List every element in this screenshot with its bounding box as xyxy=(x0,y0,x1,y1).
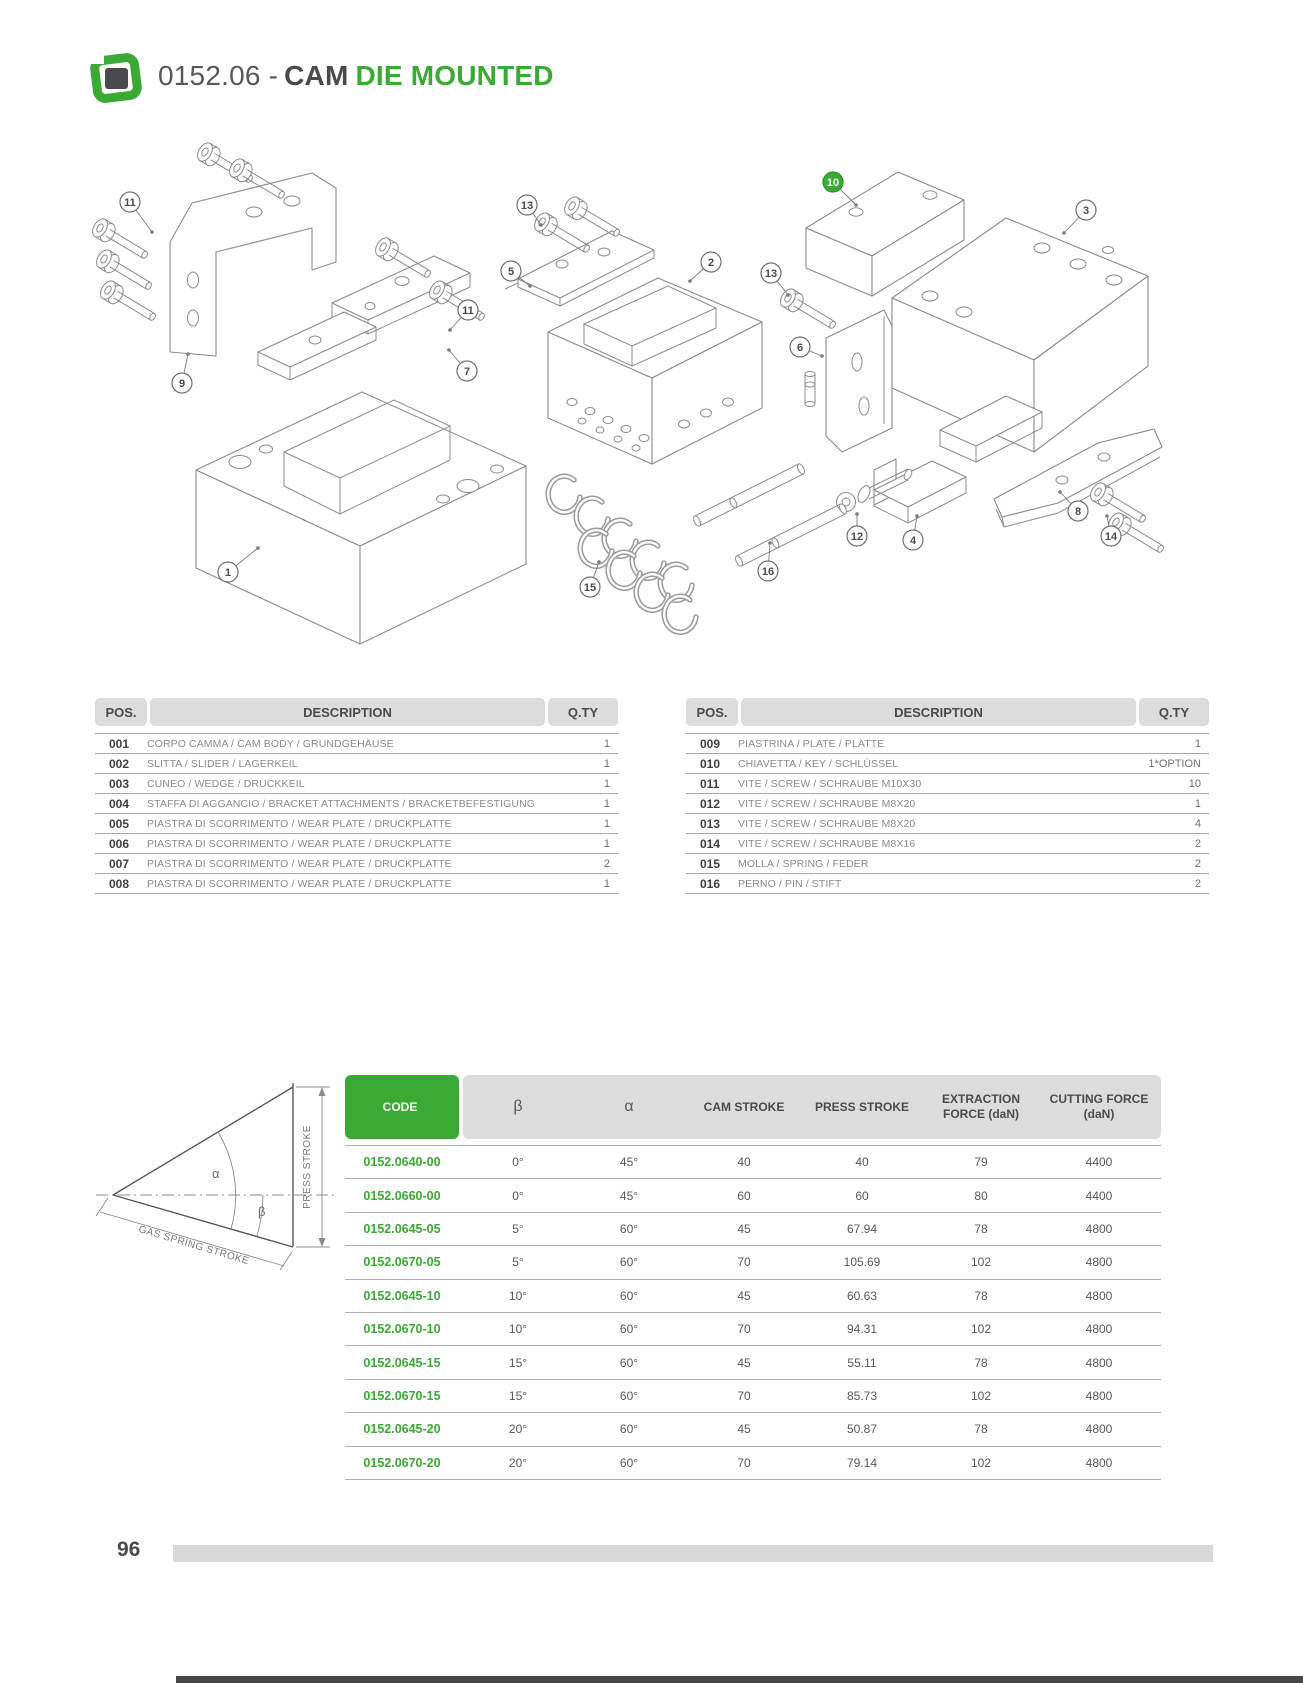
part-qty: 1 xyxy=(1194,737,1201,750)
spec-value: 60 xyxy=(855,1188,869,1203)
spec-value: 60° xyxy=(619,1322,639,1337)
parts-table-left xyxy=(95,698,618,894)
column-header-qty: Q.TY xyxy=(548,698,618,726)
part-description: PIASTRA DI SCORRIMENTO / WEAR PLATE / DRUCKPLATTE xyxy=(147,837,452,850)
spec-value: 4800 xyxy=(1085,1322,1113,1337)
parts-row xyxy=(686,774,1209,794)
title-cam: CAM xyxy=(284,60,349,91)
specs-row xyxy=(345,1447,1161,1480)
product-code: 0152.0645-20 xyxy=(363,1422,441,1437)
parts-table-header xyxy=(686,698,1209,726)
callout-label: 5 xyxy=(507,265,515,278)
spec-value: 20° xyxy=(508,1422,528,1437)
callout-label: 3 xyxy=(1082,204,1090,217)
spec-value: 5° xyxy=(512,1255,524,1270)
specs-row xyxy=(345,1179,1161,1212)
parts-row xyxy=(95,874,618,894)
specs-column-header: CODE xyxy=(382,1099,418,1114)
footer-bar xyxy=(173,1545,1213,1562)
callout-label: 6 xyxy=(796,341,804,354)
specs-column-header: CUTTING FORCE (daN) xyxy=(1049,1092,1149,1121)
column-header-description: DESCRIPTION xyxy=(150,698,545,726)
part-qty: 1 xyxy=(603,777,610,790)
part-description: CHIAVETTA / KEY / SCHLÜSSEL xyxy=(738,757,899,770)
spec-value: 45 xyxy=(737,1355,751,1370)
spec-value: 78 xyxy=(974,1288,988,1303)
part-pos: 010 xyxy=(700,756,721,771)
parts-row xyxy=(95,794,618,814)
parts-row xyxy=(95,754,618,774)
spec-value: 4800 xyxy=(1085,1221,1113,1236)
beta-angle-label: β xyxy=(258,1204,266,1219)
page-bottom-edge xyxy=(176,1676,1303,1683)
spec-value: 60° xyxy=(619,1221,639,1236)
part-qty: 10 xyxy=(1188,777,1201,790)
callout-label: 13 xyxy=(520,199,534,212)
callout-label: 14 xyxy=(1104,530,1118,543)
specs-column-header: EXTRACTION FORCE (daN) xyxy=(942,1092,1020,1121)
specs-row xyxy=(345,1346,1161,1379)
parts-row xyxy=(686,794,1209,814)
callout-label: 7 xyxy=(463,365,471,378)
product-code: 0152.0660-00 xyxy=(363,1188,441,1203)
part-pos: 006 xyxy=(109,836,130,851)
part-description: SLITTA / SLIDER / LAGERKEIL xyxy=(147,757,298,770)
parts-row xyxy=(686,854,1209,874)
parts-row xyxy=(95,854,618,874)
spec-value: 70 xyxy=(737,1322,751,1337)
column-header-description: DESCRIPTION xyxy=(741,698,1136,726)
angle-diagram xyxy=(96,1083,334,1270)
column-header-qty: Q.TY xyxy=(1139,698,1209,726)
part-description: PERNO / PIN / STIFT xyxy=(738,877,842,890)
gas-spring-stroke-label: GAS SPRING STROKE xyxy=(137,1224,251,1268)
product-code: 0152.0670-10 xyxy=(363,1322,441,1337)
page-code: 0152.06 - xyxy=(158,60,279,91)
column-header-pos: POS. xyxy=(95,698,147,726)
parts-row xyxy=(95,814,618,834)
spec-value: 40 xyxy=(855,1155,869,1170)
product-code: 0152.0670-20 xyxy=(363,1455,441,1470)
part-qty: 1*OPTION xyxy=(1148,757,1201,770)
spec-value: 4800 xyxy=(1085,1455,1113,1470)
part-description: CUNEO / WEDGE / DRUCKKEIL xyxy=(147,777,305,790)
spec-value: 80 xyxy=(974,1188,988,1203)
spec-value: 60° xyxy=(619,1388,639,1403)
part-qty: 1 xyxy=(603,877,610,890)
exploded-parts-art xyxy=(170,172,1162,644)
specs-row xyxy=(345,1313,1161,1346)
part-pos: 016 xyxy=(700,876,721,891)
callout-label: 16 xyxy=(761,565,775,578)
callout-label: 4 xyxy=(909,534,917,547)
spec-value: 15° xyxy=(508,1355,528,1370)
spec-value: 79 xyxy=(974,1155,988,1170)
part-qty: 2 xyxy=(1194,837,1201,850)
spec-value: 105.69 xyxy=(843,1255,881,1270)
spec-value: 67.94 xyxy=(846,1221,878,1236)
part-pos: 002 xyxy=(109,756,130,771)
alpha-angle-label: α xyxy=(212,1166,220,1181)
specs-column-headers xyxy=(463,1075,1161,1139)
part-pos: 011 xyxy=(700,776,720,791)
specs-column-header: α xyxy=(624,1098,634,1115)
spec-value: 45 xyxy=(737,1422,751,1437)
spec-value: 0° xyxy=(512,1155,524,1170)
brand-logo-icon xyxy=(88,48,144,104)
column-header-pos: POS. xyxy=(686,698,738,726)
callout-label: 15 xyxy=(583,581,597,594)
callout-label: 2 xyxy=(707,256,715,269)
part-pos: 013 xyxy=(700,816,721,831)
spec-value: 78 xyxy=(974,1355,988,1370)
specs-table-header xyxy=(345,1075,1161,1139)
spec-value: 15° xyxy=(508,1388,528,1403)
spec-value: 70 xyxy=(737,1388,751,1403)
parts-table-right xyxy=(686,698,1209,894)
spec-value: 60.63 xyxy=(846,1288,878,1303)
part-description: VITE / SCREW / SCHRAUBE M8X20 xyxy=(738,817,916,830)
parts-row xyxy=(686,734,1209,754)
product-code: 0152.0670-05 xyxy=(363,1255,441,1270)
part-description: PIASTRINA / PLATE / PLATTE xyxy=(738,737,885,750)
spec-value: 4800 xyxy=(1085,1255,1113,1270)
part-description: VITE / SCREW / SCHRAUBE M8X20 xyxy=(738,797,916,810)
spec-value: 4800 xyxy=(1085,1355,1113,1370)
press-stroke-label: PRESS STROKE xyxy=(302,1125,313,1209)
spec-value: 4800 xyxy=(1085,1288,1113,1303)
spec-value: 45° xyxy=(619,1155,639,1170)
spec-value: 78 xyxy=(974,1221,988,1236)
spec-value: 50.87 xyxy=(846,1422,878,1437)
part-pos: 007 xyxy=(109,856,130,871)
part-pos: 004 xyxy=(109,796,130,811)
spec-value: 78 xyxy=(974,1422,988,1437)
part-pos: 005 xyxy=(109,816,130,831)
part-description: VITE / SCREW / SCHRAUBE M8X16 xyxy=(738,837,916,850)
spec-value: 45 xyxy=(737,1221,751,1236)
specs-row xyxy=(345,1213,1161,1246)
parts-table-header xyxy=(95,698,618,726)
parts-row xyxy=(686,874,1209,894)
parts-row xyxy=(95,834,618,854)
product-code: 0152.0645-10 xyxy=(363,1288,441,1303)
parts-table-body xyxy=(686,733,1209,894)
spec-value: 60° xyxy=(619,1455,639,1470)
callout-label: 12 xyxy=(850,530,864,543)
parts-row xyxy=(95,774,618,794)
part-qty: 1 xyxy=(603,737,610,750)
spec-value: 10° xyxy=(508,1322,528,1337)
callout-label: 1 xyxy=(224,566,232,579)
spec-value: 79.14 xyxy=(846,1455,878,1470)
parts-lists xyxy=(95,698,1209,894)
spec-value: 60° xyxy=(619,1288,639,1303)
part-qty: 1 xyxy=(603,817,610,830)
part-pos: 008 xyxy=(109,876,130,891)
part-qty: 2 xyxy=(1194,857,1201,870)
part-pos: 001 xyxy=(109,736,130,751)
part-description: VITE / SCREW / SCHRAUBE M10X30 xyxy=(738,777,922,790)
spec-value: 94.31 xyxy=(846,1322,878,1337)
code-column-header xyxy=(345,1075,459,1139)
specs-row xyxy=(345,1413,1161,1446)
parts-row xyxy=(686,834,1209,854)
part-qty: 2 xyxy=(603,857,610,870)
part-pos: 009 xyxy=(700,736,721,751)
spec-value: 10° xyxy=(508,1288,528,1303)
spec-value: 60° xyxy=(619,1422,639,1437)
parts-row xyxy=(686,754,1209,774)
callout-label: 8 xyxy=(1074,505,1082,518)
specs-column-header: CAM STROKE xyxy=(703,1099,785,1114)
parts-row xyxy=(95,734,618,754)
part-pos: 012 xyxy=(700,796,721,811)
page-number: 96 xyxy=(117,1538,141,1561)
specs-row xyxy=(345,1380,1161,1413)
part-qty: 1 xyxy=(603,797,610,810)
callout-label: 11 xyxy=(124,196,136,209)
spec-value: 102 xyxy=(970,1255,992,1270)
spec-value: 0° xyxy=(512,1188,524,1203)
specs-row xyxy=(345,1280,1161,1313)
part-qty: 1 xyxy=(603,837,610,850)
callout-label: 10 xyxy=(826,176,840,189)
specs-table xyxy=(345,1075,1161,1480)
specs-column-header: PRESS STROKE xyxy=(814,1099,910,1114)
spec-value: 40 xyxy=(737,1155,751,1170)
callout-label: 9 xyxy=(178,377,186,390)
spec-value: 60° xyxy=(619,1355,639,1370)
part-description: PIASTRA DI SCORRIMENTO / WEAR PLATE / DRUCKPLATTE xyxy=(147,877,452,890)
part-description: STAFFA DI AGGANCIO / BRACKET ATTACHMENTS / BRACKETBEFESTIGUNG xyxy=(147,797,536,810)
spec-value: 102 xyxy=(970,1322,992,1337)
part-pos: 014 xyxy=(700,836,721,851)
page-title xyxy=(158,60,554,92)
spec-value: 4800 xyxy=(1085,1388,1113,1403)
spec-value: 60° xyxy=(619,1255,639,1270)
product-code: 0152.0670-15 xyxy=(363,1388,441,1403)
title-die-mounted: DIE MOUNTED xyxy=(355,60,554,91)
parts-table-body xyxy=(95,733,618,894)
part-description: PIASTRA DI SCORRIMENTO / WEAR PLATE / DRUCKPLATTE xyxy=(147,817,452,830)
spec-value: 60 xyxy=(737,1188,751,1203)
specs-table-body xyxy=(345,1145,1161,1480)
part-description: PIASTRA DI SCORRIMENTO / WEAR PLATE / DRUCKPLATTE xyxy=(147,857,452,870)
part-qty: 1 xyxy=(1194,797,1201,810)
page-header xyxy=(88,48,554,104)
product-code: 0152.0640-00 xyxy=(363,1155,441,1170)
part-qty: 4 xyxy=(1194,817,1201,830)
spec-value: 70 xyxy=(737,1255,751,1270)
spec-value: 55.11 xyxy=(847,1355,877,1370)
spec-value: 4400 xyxy=(1085,1155,1113,1170)
callout-label: 11 xyxy=(462,304,474,317)
part-pos: 003 xyxy=(109,776,130,791)
product-code: 0152.0645-05 xyxy=(363,1221,441,1236)
spec-value: 45 xyxy=(737,1288,751,1303)
specs-row xyxy=(345,1146,1161,1179)
product-code: 0152.0645-15 xyxy=(363,1355,441,1370)
specs-row xyxy=(345,1246,1161,1279)
part-qty: 1 xyxy=(603,757,610,770)
spec-value: 85.73 xyxy=(846,1388,878,1403)
part-description: CORPO CAMMA / CAM BODY / GRUNDGEHÄUSE xyxy=(147,737,394,750)
spec-value: 4800 xyxy=(1085,1422,1113,1437)
callout-label: 13 xyxy=(764,267,778,280)
spec-value: 20° xyxy=(508,1455,528,1470)
spec-value: 102 xyxy=(970,1455,992,1470)
specs-column-header: β xyxy=(513,1098,523,1115)
spec-value: 70 xyxy=(737,1455,751,1470)
part-description: MOLLA / SPRING / FEDER xyxy=(738,857,869,870)
spec-value: 4400 xyxy=(1085,1188,1113,1203)
spec-value: 102 xyxy=(970,1388,992,1403)
spec-value: 45° xyxy=(619,1188,639,1203)
part-qty: 2 xyxy=(1194,877,1201,890)
part-pos: 015 xyxy=(700,856,721,871)
spec-value: 5° xyxy=(512,1221,524,1236)
parts-row xyxy=(686,814,1209,834)
